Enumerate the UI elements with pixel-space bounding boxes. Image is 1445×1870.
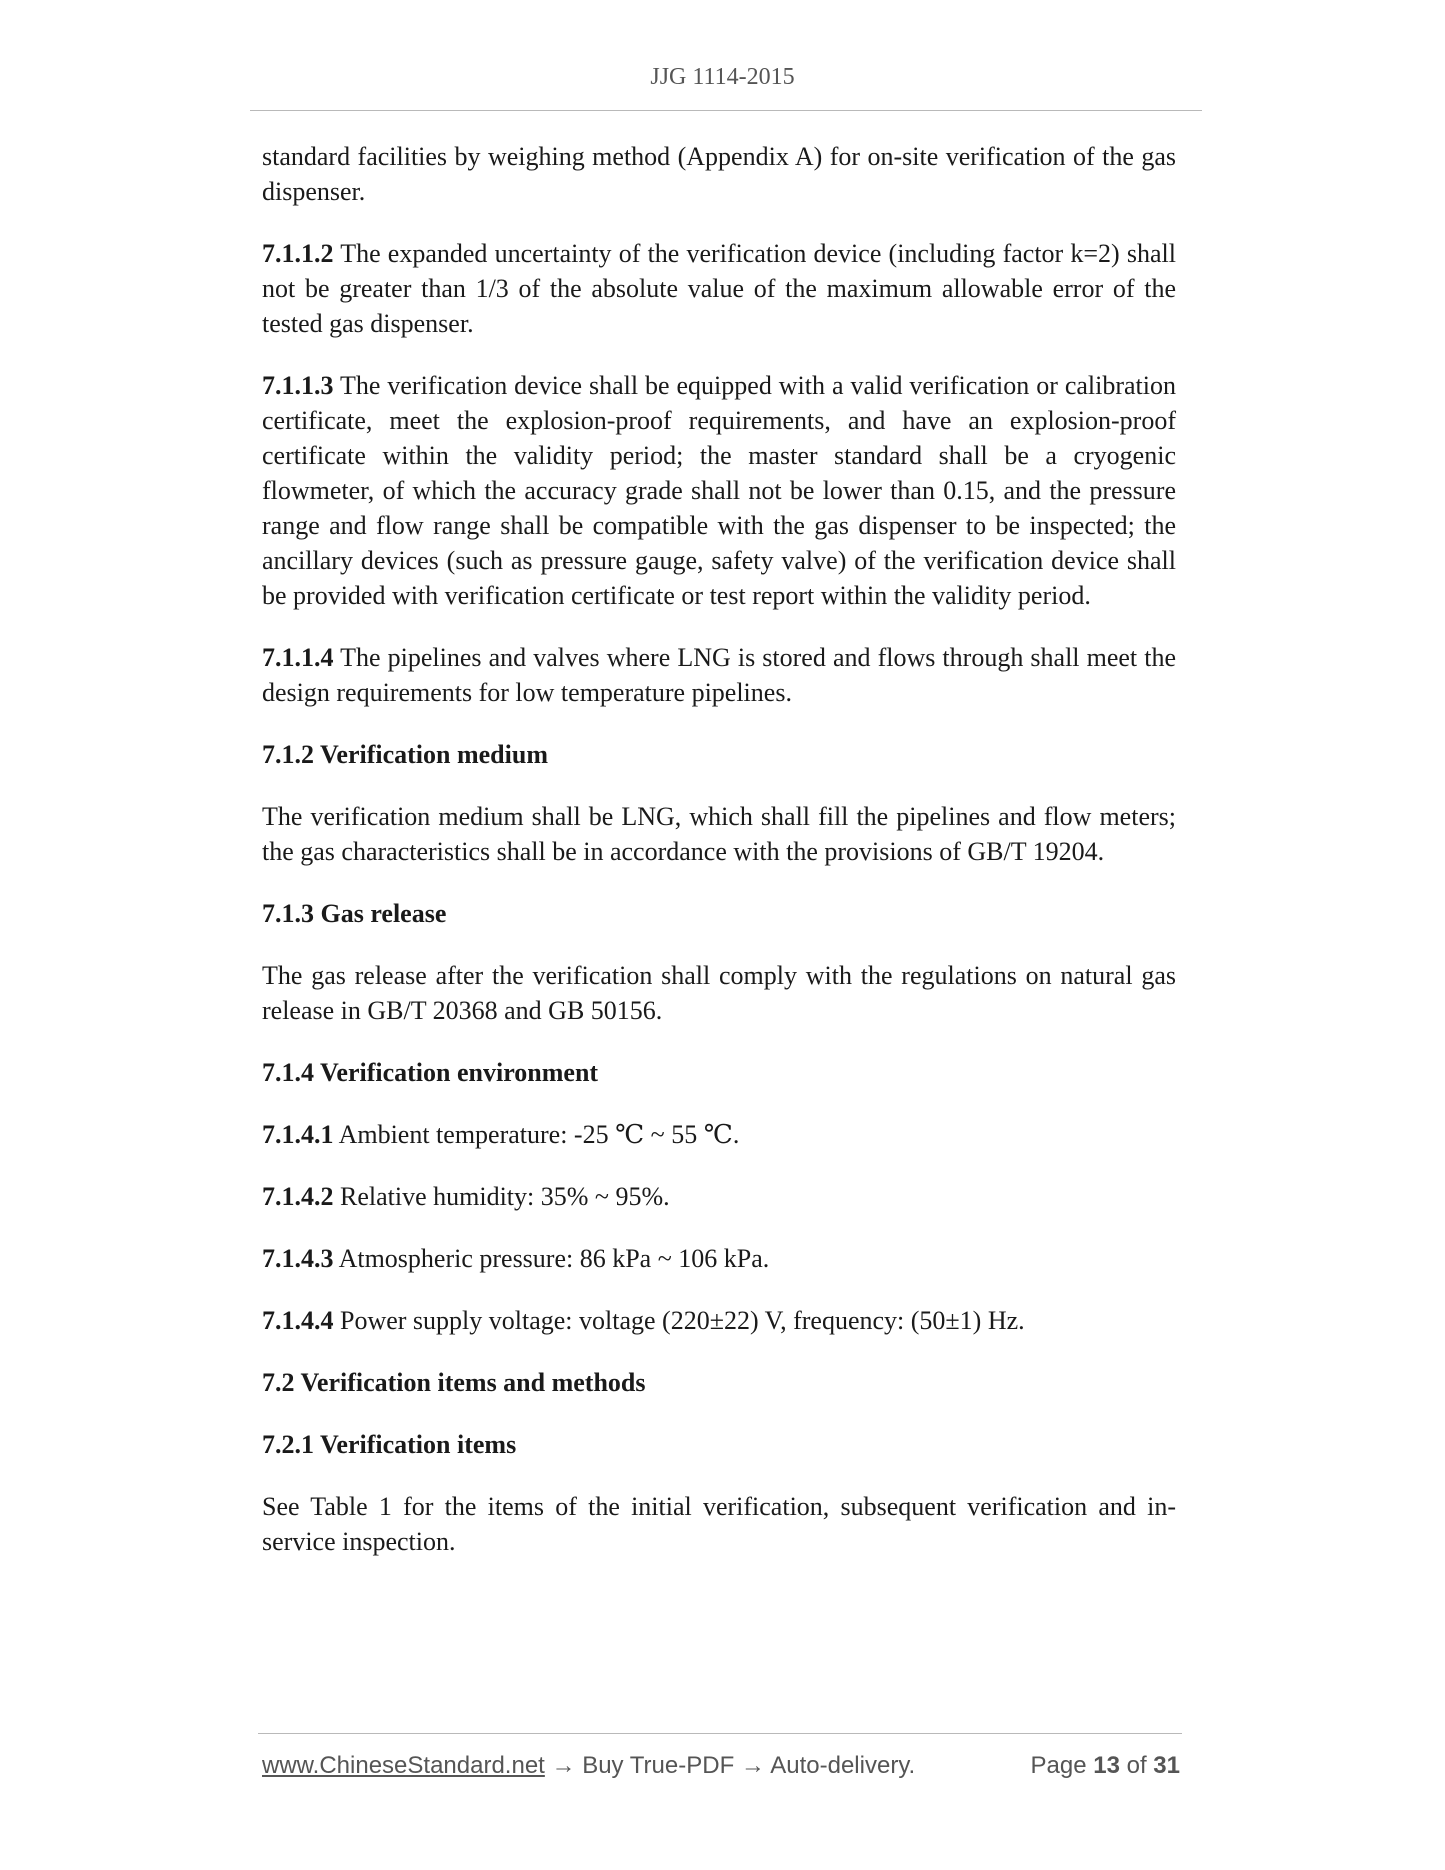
website-link[interactable]: www.ChineseStandard.net	[262, 1752, 545, 1779]
of-label: of	[1119, 1752, 1154, 1779]
clause-7-1-1-2	[262, 236, 1176, 341]
section-heading-7-1-2: 7.1.2 Verification medium	[262, 740, 548, 769]
auto-delivery-text: Auto-delivery.	[770, 1752, 916, 1779]
clause-7-1-1-4	[262, 640, 1176, 710]
page-footer	[262, 1752, 1180, 1786]
page-indicator	[1031, 1752, 1180, 1780]
page-label: Page	[1030, 1752, 1094, 1779]
paragraph-text: standard facilities by weighing method (Appendix A) for on-site verification of the gas dispenser.	[262, 142, 1176, 206]
clause-text: Power supply voltage: voltage (220±22) V, frequency: (50±1) Hz.	[333, 1306, 1025, 1335]
header-divider	[250, 110, 1202, 111]
section-text-7-1-2: The verification medium shall be LNG, which shall fill the pipelines and flow meters; the gas characteristics shall be in accordance with the provisions of GB/T 19204.	[262, 802, 1176, 866]
clause-text: Ambient temperature: -25 ℃ ~ 55 ℃.	[333, 1120, 740, 1149]
clause-text: The expanded uncertainty of the verification device (including factor k=2) shall not be greater than 1/3 of the absolute value of the maximum allowable error of the tested gas dispenser.	[262, 239, 1176, 338]
clause-7-1-4-4	[262, 1303, 1176, 1338]
section-text-7-2-1: See Table 1 for the items of the initial verification, subsequent verification and in-service inspection.	[262, 1492, 1176, 1556]
section-heading-7-1-4: 7.1.4 Verification environment	[262, 1058, 599, 1087]
page-header: JJG 1114-2015	[650, 64, 795, 90]
section-heading-7-2: 7.2 Verification items and methods	[262, 1368, 646, 1397]
arrow-icon: →	[544, 1752, 583, 1779]
arrow-icon: →	[734, 1752, 771, 1779]
paragraph-continuation	[262, 139, 1176, 209]
clause-number: 7.1.4.1	[262, 1120, 334, 1149]
clause-text: The verification device shall be equipped with a valid verification or calibration certificate, meet the explosion-proof requirements, and have an explosion-proof certificate within the validity period; the master standard shall be a cryogenic flowmeter, of which the accuracy grade shall not be lower than 0.15, and the pressure range and flow range shall be compatible with the gas dispenser to be inspected; the ancillary devices (such as pressure gauge, safety valve) of the verification device shall be provided with verification certificate or test report within the validity period.	[262, 371, 1176, 610]
footer-divider	[258, 1733, 1182, 1734]
clause-text: Relative humidity: 35% ~ 95%.	[333, 1182, 670, 1211]
clause-7-1-4-2	[262, 1179, 1176, 1214]
document-body	[262, 139, 1176, 1586]
clause-number: 7.1.1.4	[262, 643, 334, 672]
section-heading-7-1-3: 7.1.3 Gas release	[262, 899, 447, 928]
section-text-7-1-3: The gas release after the verification shall comply with the regulations on natural gas release in GB/T 20368 and GB 50156.	[262, 961, 1176, 1025]
clause-number: 7.1.4.4	[262, 1306, 334, 1335]
current-page-number: 13	[1093, 1752, 1120, 1779]
clause-text: Atmospheric pressure: 86 kPa ~ 106 kPa.	[333, 1244, 770, 1273]
clause-number: 7.1.4.2	[262, 1182, 334, 1211]
buy-true-pdf-text: Buy True-PDF	[582, 1752, 735, 1779]
footer-promo	[262, 1752, 915, 1780]
clause-number: 7.1.4.3	[262, 1244, 334, 1273]
section-heading-7-2-1: 7.2.1 Verification items	[262, 1430, 517, 1459]
clause-number: 7.1.1.2	[262, 239, 334, 268]
clause-number: 7.1.1.3	[262, 371, 334, 400]
clause-text: The pipelines and valves where LNG is stored and flows through shall meet the design requirements for low temperature pipelines.	[262, 643, 1176, 707]
clause-7-1-1-3	[262, 368, 1176, 613]
total-pages-number: 31	[1153, 1752, 1180, 1779]
clause-7-1-4-1	[262, 1117, 1176, 1152]
clause-7-1-4-3	[262, 1241, 1176, 1276]
